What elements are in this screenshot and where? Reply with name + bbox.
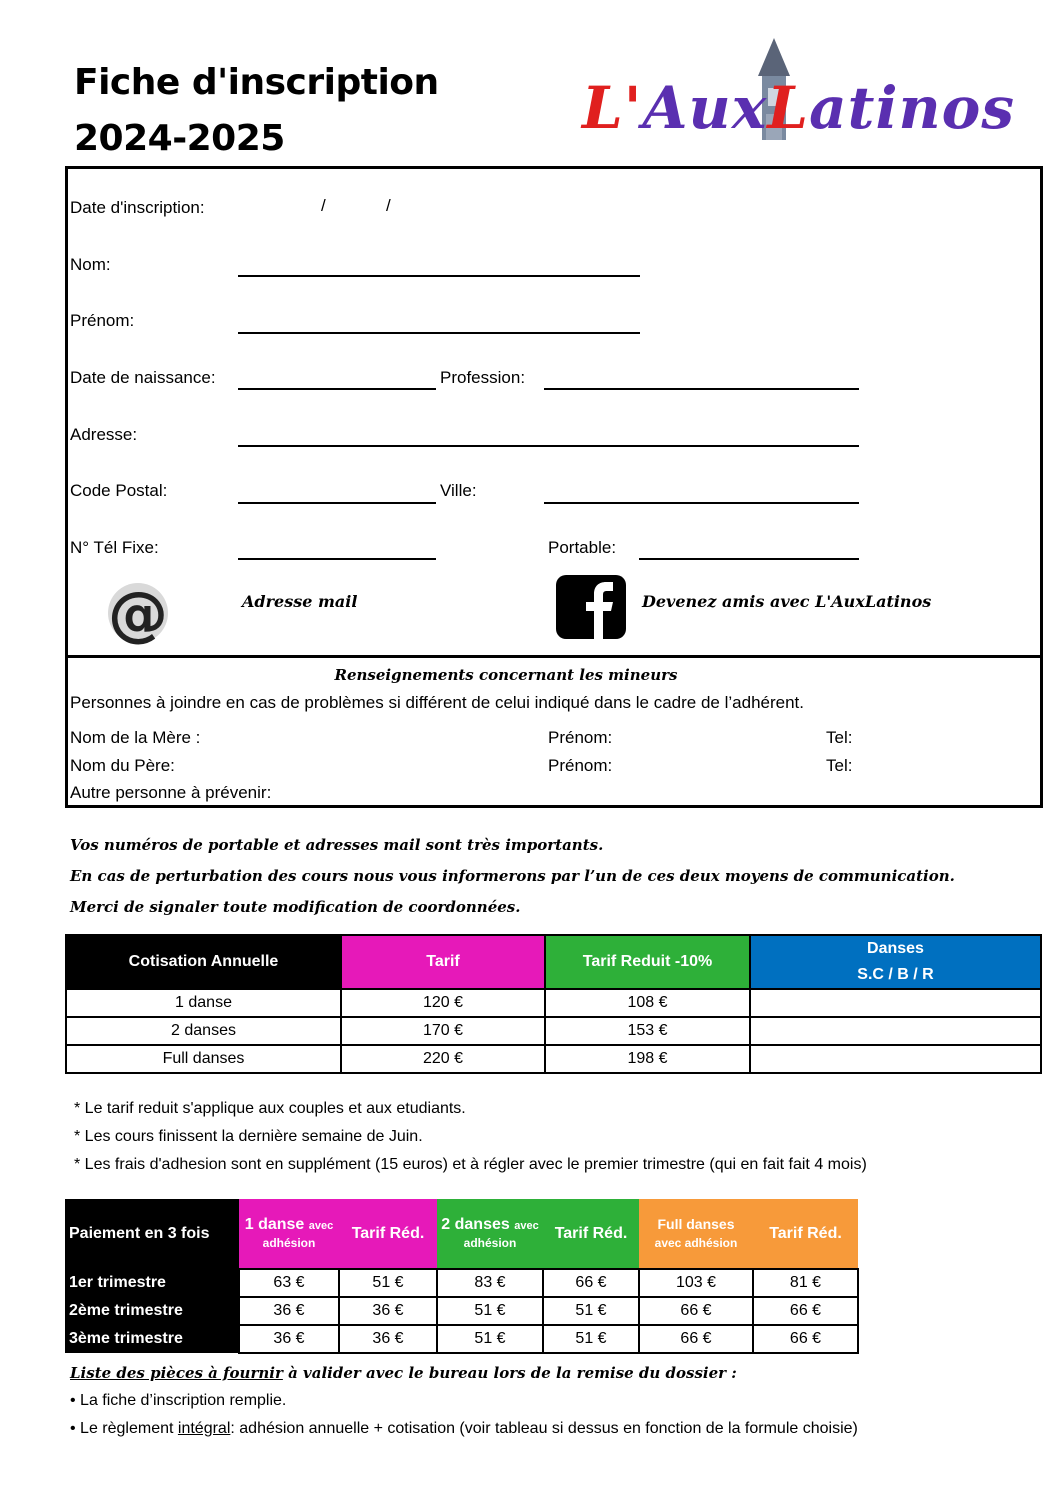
mere-tel-label: Tel: (826, 728, 853, 747)
pere-label: Nom du Père: (70, 756, 175, 775)
cell: 2 danses (66, 1017, 341, 1045)
cell: 66 € (543, 1269, 639, 1297)
profession-field[interactable] (544, 388, 859, 390)
cell: 36 € (239, 1297, 339, 1325)
row-label: 1er trimestre (65, 1269, 239, 1297)
header-sub: adhésion (262, 1235, 316, 1250)
table-row (66, 1045, 1041, 1073)
header-main: Full danses (657, 1215, 735, 1232)
notice-line: Vos numéros de portable et adresses mail sont très importants. (70, 836, 604, 854)
page-title: Fiche d'inscription (74, 62, 439, 103)
paiement-table (65, 1199, 859, 1354)
nom-field[interactable] (238, 275, 640, 277)
profession-label: Profession: (440, 368, 526, 387)
cell: 198 € (545, 1045, 750, 1073)
cell: 170 € (341, 1017, 545, 1045)
notice-line: En cas de perturbation des cours nous vous informerons par l’un de ces deux moyens de communication. (70, 867, 955, 885)
cell: 36 € (339, 1297, 437, 1325)
portable-label: Portable: (548, 538, 617, 557)
header-main: 2 danses (441, 1215, 510, 1233)
cell: Full danses (66, 1045, 341, 1073)
pieces-heading (70, 1364, 737, 1382)
cell: 51 € (437, 1297, 543, 1325)
pere-tel-label: Tel: (826, 756, 853, 775)
logo (580, 36, 1015, 156)
pieces-item-underlined: intégral (177, 1420, 231, 1437)
naissance-label: Date de naissance: (70, 368, 216, 387)
header-tarif-red: Tarif Réd. (543, 1199, 639, 1269)
table-row (65, 1297, 858, 1325)
header-cotisation: Cotisation Annuelle (66, 935, 341, 989)
cell: 66 € (639, 1325, 753, 1353)
prenom-label: Prénom: (70, 311, 135, 330)
note-line: * Les cours finissent la dernière semaine de Juin. (74, 1128, 423, 1145)
facebook-icon[interactable] (556, 575, 626, 639)
cell: 103 € (639, 1269, 753, 1297)
cell: 66 € (753, 1297, 858, 1325)
header-tarif-red: Tarif Réd. (753, 1199, 858, 1269)
header-danses (750, 935, 1041, 989)
facebook-label: Devenez amis avec L'AuxLatinos (642, 592, 932, 611)
danses-label: Danses (867, 940, 924, 957)
table-row (65, 1269, 858, 1297)
header-full-danses (639, 1199, 753, 1269)
cell: 120 € (341, 989, 545, 1017)
prenom-field[interactable] (238, 332, 640, 334)
danses-input-cell[interactable] (750, 989, 1041, 1017)
pieces-heading-rest: à valider avec le bureau lors de la remise du dossier : (282, 1364, 737, 1382)
autre-label: Autre personne à prévenir: (70, 783, 272, 802)
logo-text: L'AuxLatinos (582, 74, 1015, 142)
note-line: * Le tarif reduit s'applique aux couples et aux etudiants. (74, 1100, 466, 1117)
danses-sub: S.C / B / R (857, 966, 934, 983)
mere-label: Nom de la Mère : (70, 728, 201, 747)
paiement-title: Paiement en 3 fois (65, 1199, 239, 1269)
date-separator: / (321, 196, 326, 215)
pieces-item-text: • Le règlement (70, 1420, 178, 1437)
row-label: 3ème trimestre (65, 1325, 239, 1353)
naissance-field[interactable] (238, 388, 436, 390)
table-row (66, 1017, 1041, 1045)
cell: 36 € (239, 1325, 339, 1353)
header-sub: adhésion (463, 1235, 517, 1250)
cell: 51 € (543, 1325, 639, 1353)
cell: 51 € (543, 1297, 639, 1325)
ville-label: Ville: (440, 481, 477, 500)
cell: 108 € (545, 989, 750, 1017)
pieces-item: • La fiche d’inscription remplie. (70, 1392, 287, 1409)
header-2-danses (437, 1199, 543, 1269)
cell: 66 € (639, 1297, 753, 1325)
danses-input-cell[interactable] (750, 1017, 1041, 1045)
cell: 51 € (339, 1269, 437, 1297)
notice-line: Merci de signaler toute modification de coordonnées. (70, 898, 521, 916)
date-inscription-label: Date d'inscription: (70, 198, 205, 217)
header-avec: avec (514, 1219, 539, 1232)
date-separator: / (386, 196, 391, 215)
page-year: 2024-2025 (74, 118, 285, 159)
nom-label: Nom: (70, 255, 111, 274)
code-postal-label: Code Postal: (70, 481, 168, 500)
danses-input-cell[interactable] (750, 1045, 1041, 1073)
cell: 153 € (545, 1017, 750, 1045)
mail-label: Adresse mail (242, 592, 358, 611)
member-info-box (65, 166, 1043, 658)
minors-intro: Personnes à joindre en cas de problèmes si différent de celui indiqué dans le cadre de l’adhérent. (70, 693, 804, 712)
cell: 66 € (753, 1325, 858, 1353)
adresse-label: Adresse: (70, 425, 138, 444)
svg-text:@: @ (108, 579, 168, 646)
cell: 81 € (753, 1269, 858, 1297)
minors-heading: Renseignements concernant les mineurs (334, 666, 678, 684)
tel-fixe-field[interactable] (238, 558, 436, 560)
row-label: 2ème trimestre (65, 1297, 239, 1325)
code-postal-field[interactable] (238, 502, 436, 504)
portable-field[interactable] (639, 558, 859, 560)
cell: 63 € (239, 1269, 339, 1297)
cell: 51 € (437, 1325, 543, 1353)
cell: 1 danse (66, 989, 341, 1017)
header-avec: avec (308, 1219, 334, 1232)
at-icon (104, 578, 172, 646)
pere-prenom-label: Prénom: (548, 756, 613, 775)
mere-prenom-label: Prénom: (548, 728, 613, 747)
pieces-item (70, 1420, 858, 1438)
cell: 36 € (339, 1325, 437, 1353)
adresse-field[interactable] (238, 445, 859, 447)
cotisation-table (65, 934, 1042, 1074)
ville-field[interactable] (544, 502, 859, 504)
table-row (66, 989, 1041, 1017)
table-row (65, 1325, 858, 1353)
header-tarif: Tarif (341, 935, 545, 989)
tel-fixe-label: N° Tél Fixe: (70, 538, 159, 557)
pieces-item-text: : adhésion annuelle + cotisation (voir tableau si dessus en fonction de la formule choisie) (230, 1420, 858, 1437)
header-main: 1 danse (244, 1215, 305, 1233)
header-tarif-red: Tarif Réd. (339, 1199, 437, 1269)
header-tarif-reduit: Tarif Reduit -10% (545, 935, 750, 989)
pieces-heading-underlined: Liste des pièces à fournir (70, 1364, 283, 1382)
header-1-danse (239, 1199, 339, 1269)
header-sub: avec adhésion (654, 1235, 738, 1250)
note-line: * Les frais d'adhesion sont en supplément (15 euros) et à régler avec le premier trimestre (qui en fait fait 4 mois) (74, 1156, 867, 1173)
cell: 83 € (437, 1269, 543, 1297)
cell: 220 € (341, 1045, 545, 1073)
